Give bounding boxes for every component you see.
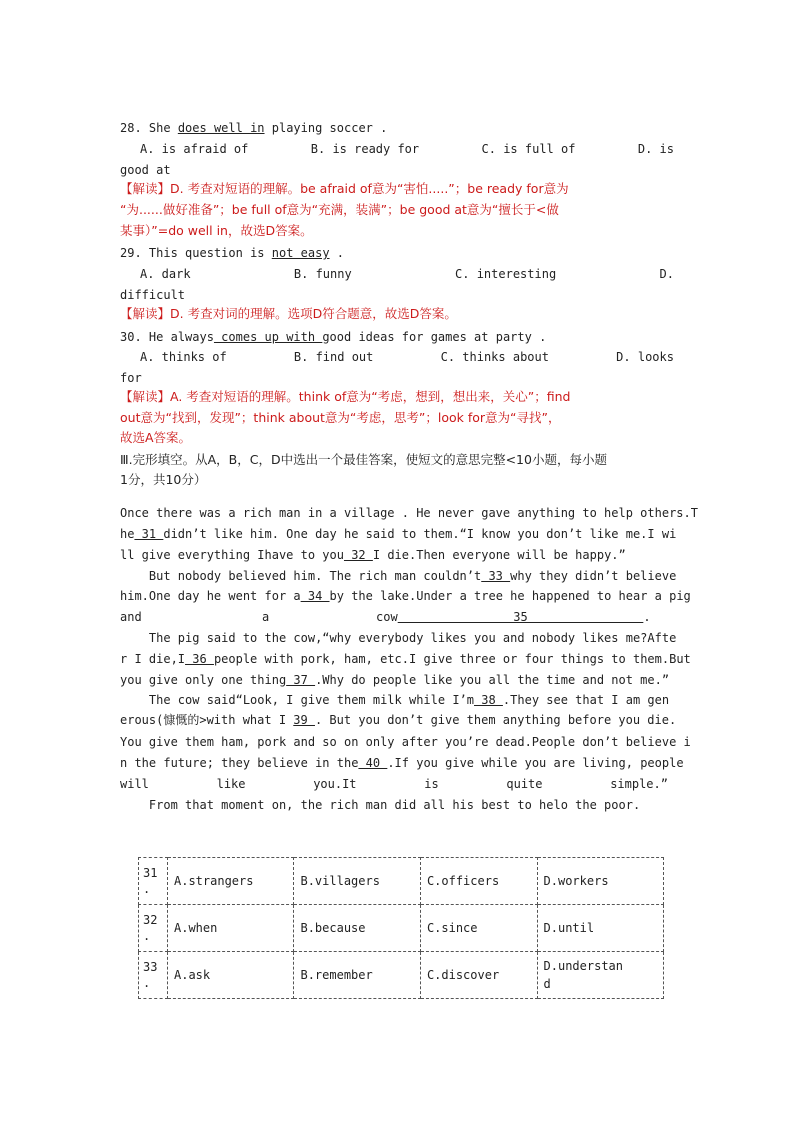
table-row <box>139 952 664 999</box>
passage-line: will like you.It is quite simple.” <box>120 777 668 791</box>
passage-line: erous(慷慨的>with what I 39 . But you don’t give them anything before you die. <box>120 713 677 727</box>
question-30-options <box>140 347 674 367</box>
passage-line: Once there was a rich man in a village . He never gave anything to help others.T <box>120 506 698 520</box>
option-b-cell: B.villagers <box>294 858 420 905</box>
passage-line: But nobody believed him. The rich man couldn’t 33 why they didn’t believe <box>120 569 677 583</box>
blank-37: 37 <box>286 673 316 687</box>
option-d-cell: D.workers <box>537 858 663 905</box>
option-d-cell: D.until <box>537 905 663 952</box>
option-b-cell: B.because <box>294 905 420 952</box>
question-number: 33 . <box>139 952 168 999</box>
blank-36: 36 <box>185 652 214 666</box>
question-number: 32 . <box>139 905 168 952</box>
option-c: C. is full of <box>481 142 576 156</box>
underlined-phrase: does well in <box>177 121 265 135</box>
option-a-cell: A.strangers <box>168 858 294 905</box>
underlined-phrase: comes up with <box>213 330 323 344</box>
option-b-cell: B.remember <box>294 952 420 999</box>
passage-line: he 31 didn’t like him. One day he said to them.“I know you don’t like me.I wi <box>120 527 677 541</box>
blank-38: 38 <box>474 693 503 707</box>
option-a: A. thinks of <box>140 350 227 364</box>
blank-31: 31 <box>134 527 164 541</box>
explanation-30-line2: out意为“找到，发现”；think about意为“考虑，思考”；look for意为“寻找”， <box>120 410 561 425</box>
passage-line: r I die,I 36 people with pork, ham, etc.I give three or four things to them.But <box>120 652 691 666</box>
question-30: 30. He always comes up with good ideas for games at party . <box>120 330 547 344</box>
blank-40: 40 <box>358 756 388 770</box>
explanation-28-line2: “为......做好准备”；be full of意为“充满，装满”；be good at意为“擅长于<做 <box>120 202 559 217</box>
option-d: D. looks <box>616 350 674 364</box>
question-number: 31 . <box>139 858 168 905</box>
passage-line: and a cow 35 . <box>120 610 651 624</box>
question-29-options <box>140 264 674 284</box>
option-d: D. <box>659 267 674 281</box>
explanation-29: 【解读】D. 考查对词的理解。选项D符合题意，故选D答案。 <box>120 306 457 321</box>
option-b: B. is ready for <box>310 142 420 156</box>
passage-line: n the future; they believe in the 40 .If you give while you are living, people <box>120 756 684 770</box>
option-c: C. thinks about <box>440 350 549 364</box>
option-wrap: for <box>120 371 142 385</box>
table-row <box>139 905 664 952</box>
option-wrap: good at <box>120 163 171 177</box>
passage-line: ll give everything Ihave to you 32 I die.Then everyone will be happy.” <box>120 548 626 562</box>
passage-line: The cow said“Look, I give them milk while I’m 38 .They see that I am gen <box>120 693 670 707</box>
option-b: B. funny <box>293 267 352 281</box>
option-c-cell: C.discover <box>420 952 537 999</box>
option-c-cell: C.officers <box>420 858 537 905</box>
explanation-30-line1: 【解读】A. 考查对短语的理解。think of意为“考虑，想到，想出来，关心”；find <box>120 389 571 404</box>
option-a-cell: A.when <box>168 905 294 952</box>
option-a: A. dark <box>140 267 191 281</box>
table-row <box>139 858 664 905</box>
explanation-28-line3: 某事）”=do well in，故选D答案。 <box>120 223 313 238</box>
explanation-30-line3: 故选A答案。 <box>120 430 192 445</box>
section-heading-line2: 1分，共10分） <box>120 472 207 487</box>
blank-35: 35 <box>397 610 644 624</box>
option-b: B. find out <box>293 350 374 364</box>
option-d-cell: D.understan d <box>537 952 663 999</box>
blank-32: 32 <box>343 548 373 562</box>
options-table <box>138 857 664 999</box>
blank-34: 34 <box>300 589 330 603</box>
question-28: 28. She does well in playing soccer . <box>120 121 388 135</box>
passage-line: you give only one thing 37 .Why do people like you all the time and not me.” <box>120 673 670 687</box>
option-d: D. is <box>637 142 674 156</box>
explanation-28-line1: 【解读】D. 考查对短语的理解。be afraid of意为“害怕.....”；be ready for意为 <box>120 181 569 196</box>
passage-line: From that moment on, the rich man did all his best to helo the poor. <box>120 798 641 812</box>
passage-line: him.One day he went for a 34 by the lake.Under a tree he happened to hear a pig <box>120 589 691 603</box>
question-28-options <box>140 139 674 159</box>
option-wrap: difficult <box>120 288 186 302</box>
blank-39: 39 <box>293 713 315 727</box>
option-c-cell: C.since <box>420 905 537 952</box>
option-a: A. is afraid of <box>140 142 249 156</box>
passage-line: You give them ham, pork and so on only after you’re dead.People don’t believe i <box>120 735 691 749</box>
underlined-phrase: not easy <box>271 246 330 260</box>
question-29: 29. This question is not easy . <box>120 246 344 260</box>
option-a-cell: A.ask <box>168 952 294 999</box>
passage-line: The pig said to the cow,“why everybody likes you and nobody likes me?Afte <box>120 631 677 645</box>
section-heading-line1: Ⅲ.完形填空。从A，B，C，D中选出一个最佳答案，使短文的意思完整<10小题，每小题 <box>120 452 607 467</box>
option-c: C. interesting <box>455 267 557 281</box>
blank-33: 33 <box>481 569 511 583</box>
